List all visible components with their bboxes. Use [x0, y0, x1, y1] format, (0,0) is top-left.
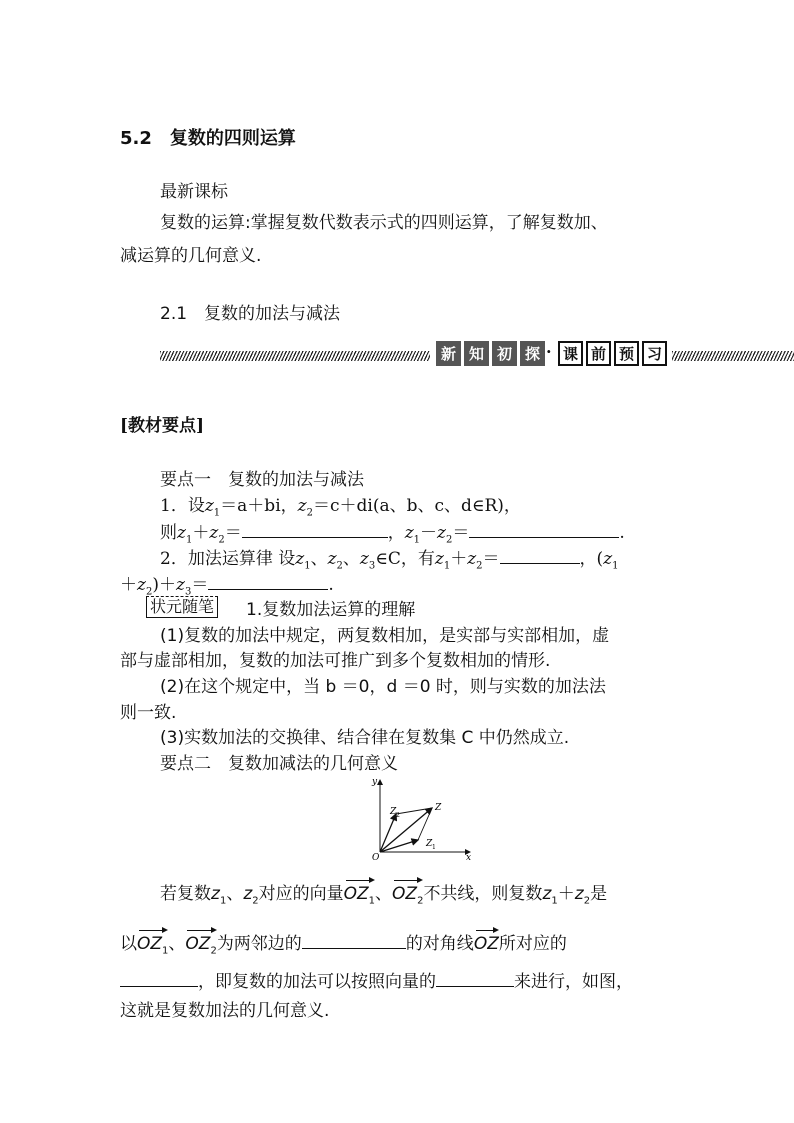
vector-oz2-symbol — [392, 884, 423, 906]
x-label: x — [466, 853, 472, 862]
vec-text: OZ — [473, 934, 499, 954]
text: ＝a＋bi， — [220, 496, 298, 516]
banner-char: 课 — [558, 341, 583, 366]
text: ∈C，有 — [375, 549, 435, 569]
banner-hatch-left — [160, 351, 430, 361]
text: 的对角线 — [405, 934, 474, 954]
text: 1．设 — [160, 496, 205, 516]
text: ＋ — [557, 884, 575, 904]
sub: 2 — [583, 895, 591, 907]
text: 则 — [160, 523, 177, 543]
text: － — [420, 523, 438, 543]
sub: 1 — [162, 945, 169, 957]
text: . — [619, 523, 625, 543]
fill-blank[interactable] — [436, 971, 514, 987]
section-banner — [160, 340, 794, 370]
vector-diagram — [360, 774, 480, 862]
point-z-label: Z — [435, 803, 442, 813]
var-z: z — [404, 523, 414, 543]
sub: 2 — [417, 895, 424, 907]
banner-char: 前 — [586, 341, 611, 366]
text: ＋ — [450, 549, 468, 569]
point1-item1-line2 — [160, 518, 625, 545]
sub: 2 — [336, 560, 343, 572]
var-z: z — [574, 884, 584, 904]
subsection-title: 2.1 复数的加法与减法 — [160, 304, 341, 324]
text: 以 — [120, 934, 137, 954]
var-z: z — [295, 549, 305, 569]
notes-stamp: 状元随笔 — [146, 596, 218, 618]
sub: 2 — [145, 586, 153, 598]
sub: 1 — [551, 895, 558, 907]
sub: 1 — [185, 534, 193, 546]
sub: 1 — [304, 560, 311, 572]
text: 、 — [375, 884, 393, 904]
standard-line-2: 减运算的几何意义. — [120, 246, 262, 266]
text: ＝ — [482, 549, 500, 569]
text: 、 — [226, 884, 244, 904]
text: 对应的向量 — [258, 884, 344, 904]
y-label: y — [372, 777, 378, 787]
vec-text: OZ — [392, 884, 418, 904]
text: 所对应的 — [498, 934, 567, 954]
sub: 3 — [368, 560, 376, 572]
sub: 3 — [184, 586, 192, 598]
notes-p2-line1: (2)在这个规定中，当 b ＝0，d ＝0 时，则与实数的加法法 — [160, 677, 606, 697]
point1-item1-line1 — [160, 491, 521, 518]
parallelogram-edge — [418, 808, 432, 840]
vector-oz2 — [380, 814, 396, 852]
text: 、 — [342, 549, 360, 569]
sub: 1 — [612, 560, 619, 572]
text: )＋ — [152, 575, 176, 595]
point1-heading: 要点一 复数的加法与减法 — [160, 470, 364, 490]
vector-oz-symbol — [474, 934, 499, 954]
text: 、 — [310, 549, 328, 569]
banner-char: 探 — [520, 341, 545, 366]
vector-oz1 — [380, 840, 418, 852]
text: ， — [387, 523, 405, 543]
fill-blank[interactable] — [120, 971, 198, 987]
point-z1-sub: 1 — [432, 844, 436, 851]
key-points-heading: [教材要点] — [120, 416, 205, 436]
text: ＝ — [191, 575, 209, 595]
point1-item2-line1 — [160, 544, 619, 571]
point2-text-line3 — [120, 967, 633, 992]
origin-label: O — [372, 853, 380, 862]
sub: 2 — [218, 534, 225, 546]
banner-separator: · — [546, 342, 552, 361]
var-z: z — [177, 523, 186, 543]
sub: 2 — [306, 507, 313, 519]
var-z: z — [542, 884, 552, 904]
vector-oz — [380, 808, 432, 852]
notes-title: 1.复数加法运算的理解 — [246, 600, 416, 620]
var-z: z — [204, 496, 214, 516]
sub: 1 — [413, 534, 421, 546]
text: ，即复数的加法可以按照向量的 — [198, 972, 436, 992]
fill-blank[interactable] — [469, 522, 619, 538]
text: . — [328, 575, 334, 595]
sub: 2 — [210, 945, 217, 957]
text: ＝c＋di(a、b、c、d∈R)， — [312, 496, 521, 516]
point-z2-sub: 2 — [396, 812, 400, 819]
sub: 1 — [213, 507, 221, 519]
banner-char: 习 — [642, 341, 667, 366]
var-z: z — [359, 549, 369, 569]
text: 为两邻边的 — [216, 934, 302, 954]
fill-blank[interactable] — [208, 574, 328, 590]
text: 、 — [168, 934, 186, 954]
banner-char: 初 — [492, 341, 517, 366]
text: 是 — [590, 884, 608, 904]
point1-item2-line2 — [120, 570, 334, 597]
var-z: z — [467, 549, 477, 569]
point2-text-line2 — [120, 929, 567, 956]
var-z: z — [209, 523, 219, 543]
point2-text-line1 — [160, 879, 607, 906]
var-z: z — [137, 575, 146, 595]
var-z: z — [175, 575, 185, 595]
sub: 1 — [219, 895, 227, 907]
var-z: z — [211, 884, 220, 904]
point2-text-line4: 这就是复数加法的几何意义. — [120, 1001, 330, 1021]
section-title: 5.2 复数的四则运算 — [120, 128, 296, 149]
var-z: z — [327, 549, 337, 569]
sub: 2 — [252, 895, 259, 907]
vec-text: OZ — [137, 934, 163, 954]
standard-heading: 最新课标 — [160, 182, 228, 202]
text: 不共线，则复数 — [423, 884, 543, 904]
text: 来进行，如图， — [514, 972, 633, 992]
fill-blank[interactable] — [500, 548, 580, 564]
text: 2．加法运算律 设 — [160, 549, 296, 569]
vector-oz1-symbol — [137, 934, 168, 956]
point-z1-label: Z — [426, 839, 433, 849]
vec-text: OZ — [343, 884, 369, 904]
text: ＋ — [120, 575, 137, 595]
sub: 1 — [368, 895, 376, 907]
text: ＝ — [224, 523, 242, 543]
var-z: z — [297, 496, 307, 516]
standard-line-1: 复数的运算:掌握复数代数表示式的四则运算，了解复数加、 — [160, 213, 608, 233]
var-z: z — [603, 549, 613, 569]
var-z: z — [437, 523, 446, 543]
banner-char: 预 — [614, 341, 639, 366]
sub: 2 — [446, 534, 453, 546]
text: ＝ — [452, 523, 470, 543]
vector-oz2-symbol — [185, 934, 216, 956]
point-z2-label: Z — [390, 807, 397, 817]
sub: 2 — [476, 560, 483, 572]
notes-p1-line1: (1)复数的加法中规定，两复数相加，是实部与实部相加，虚 — [160, 626, 610, 646]
var-z: z — [243, 884, 253, 904]
var-z: z — [434, 549, 444, 569]
text: ，( — [579, 549, 604, 569]
notes-p3: (3)实数加法的交换律、结合律在复数集 C 中仍然成立. — [160, 728, 570, 748]
fill-blank[interactable] — [242, 522, 388, 538]
text: 若复数 — [160, 884, 211, 904]
notes-p1-line2: 部与虚部相加，复数的加法可推广到多个复数相加的情形. — [120, 651, 551, 671]
notes-p2-line2: 则一致. — [120, 703, 177, 723]
vector-oz1-symbol — [344, 884, 375, 906]
banner-hatch-right — [672, 351, 794, 361]
banner-char: 知 — [464, 341, 489, 366]
sub: 1 — [443, 560, 451, 572]
vec-text: OZ — [185, 934, 211, 954]
fill-blank[interactable] — [302, 933, 406, 949]
banner-char: 新 — [436, 341, 461, 366]
text: ＋ — [192, 523, 210, 543]
point2-heading: 要点二 复数加减法的几何意义 — [160, 754, 398, 774]
